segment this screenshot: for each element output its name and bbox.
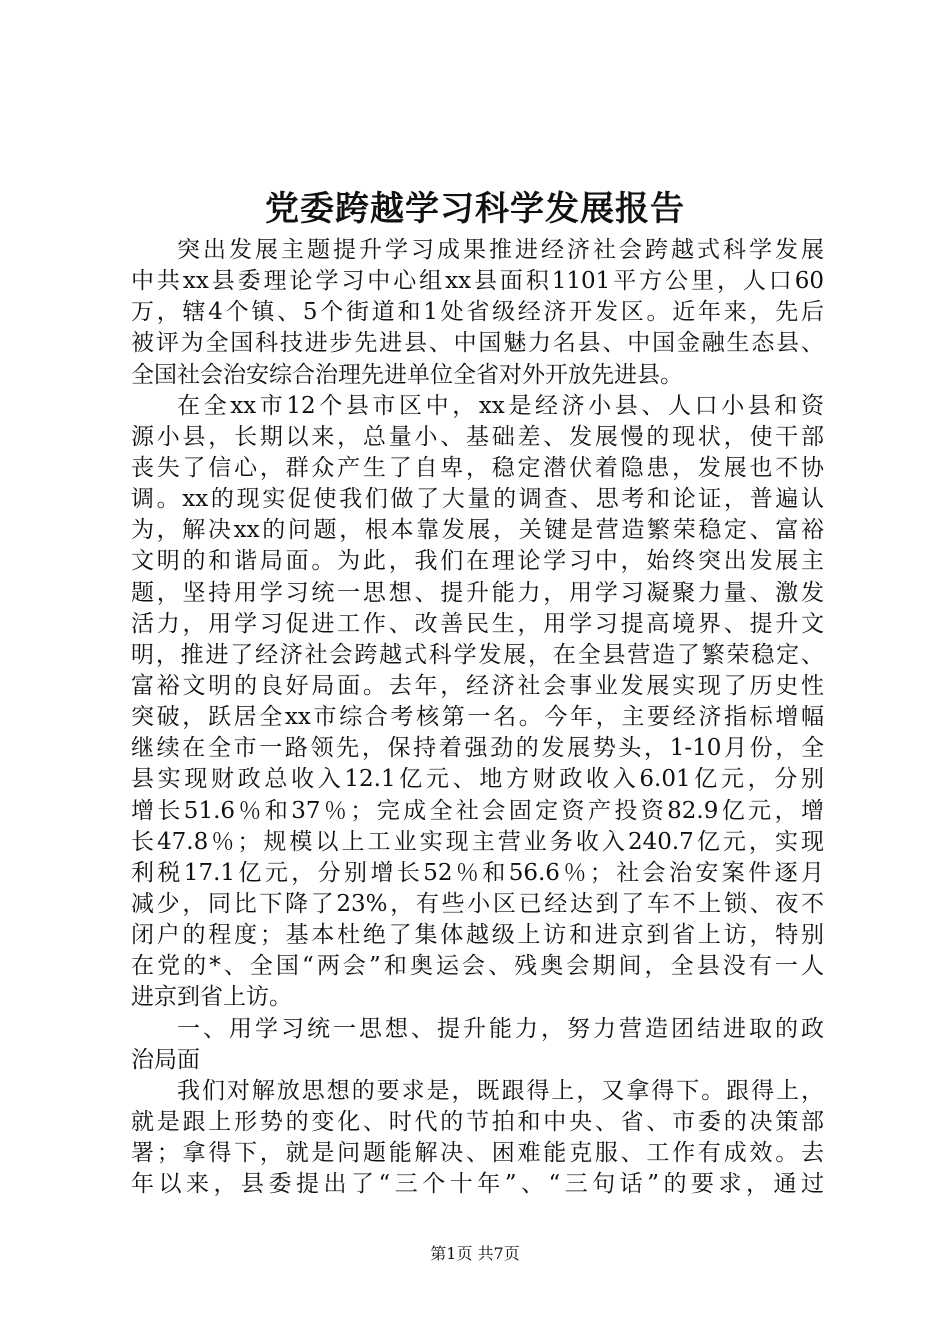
text-line: 全国社会治安综合治理先进单位全省对外开放先进县。 [131, 361, 683, 388]
text-line: 丧失了信心，群众产生了自卑，稳定潜伏着隐患，发展也不协 [131, 454, 824, 481]
text-line: 源小县，长期以来，总量小、基础差、发展慢的现状，使干部 [131, 423, 824, 450]
text-line: 长47.8％；规模以上工业实现主营业务收入240.7亿元，实现 [131, 828, 824, 855]
text-line: 突出发展主题提升学习成果推进经济社会跨越式科学发展 [177, 237, 824, 263]
text-line: 文明的和谐局面。为此，我们在理论学习中，始终突出发展主 [131, 548, 824, 575]
text-line: 闭户的程度；基本杜绝了集体越级上访和进京到省上访，特别 [131, 922, 824, 949]
text-line: 县实现财政总收入12.1亿元、地方财政收入6.01亿元，分别 [131, 766, 824, 793]
text-line: 中共xx县委理论学习中心组xx县面积1101平方公里，人口60 [131, 268, 824, 295]
text-line: 进京到省上访。 [131, 984, 292, 1011]
page-footer: 第1页 共7页 [430, 1244, 520, 1263]
text-line: 在全xx市12个县市区中，xx是经济小县、人口小县和资 [177, 392, 824, 419]
text-line: 为，解决xx的问题，根本靠发展，关键是营造繁荣稳定、富裕 [131, 517, 824, 544]
text-line: 活力，用学习促进工作、改善民生，用学习提高境界、提升文 [131, 610, 824, 637]
text-line: 我们对解放思想的要求是，既跟得上，又拿得下。跟得上， [177, 1077, 824, 1104]
document-title: 党委跨越学习科学发展报告 [265, 189, 685, 229]
text-line: 在党的*、全国“两会”和奥运会、残奥会期间，全县没有一人 [131, 953, 824, 980]
text-line: 被评为全国科技进步先进县、中国魅力名县、中国金融生态县、 [131, 330, 824, 357]
text-line: 突破，跃居全xx市综合考核第一名。今年，主要经济指标增幅 [131, 704, 824, 731]
section-heading-line: 治局面 [131, 1046, 200, 1073]
text-line: 万，辖4个镇、5个街道和1处省级经济开发区。近年来，先后 [131, 299, 824, 326]
text-line: 署；拿得下，就是问题能解决、困难能克服、工作有成效。去 [131, 1140, 824, 1167]
text-line: 增长51.6％和37％；完成全社会固定资产投资82.9亿元，增 [131, 797, 824, 824]
text-line: 年以来，县委提出了“三个十年”、“三句话”的要求，通过 [131, 1171, 824, 1198]
document-body [131, 235, 824, 1200]
text-line: 富裕文明的良好局面。去年，经济社会事业发展实现了历史性 [131, 672, 824, 699]
section-heading-line: 一、用学习统一思想、提升能力，努力营造团结进取的政 [177, 1015, 824, 1042]
text-line: 利税17.1亿元，分别增长52％和56.6％；社会治安案件逐月 [131, 859, 824, 886]
text-line: 减少，同比下降了23%，有些小区已经达到了车不上锁、夜不 [131, 890, 824, 917]
text-line: 明，推进了经济社会跨越式科学发展，在全县营造了繁荣稳定、 [131, 641, 824, 668]
text-line: 继续在全市一路领先，保持着强劲的发展势头，1-10月份，全 [131, 735, 824, 762]
text-line: 调。xx的现实促使我们做了大量的调查、思考和论证，普遍认 [131, 486, 824, 513]
text-line: 就是跟上形势的变化、时代的节拍和中央、省、市委的决策部 [131, 1108, 824, 1135]
text-line: 题，坚持用学习统一思想、提升能力，用学习凝聚力量、激发 [131, 579, 824, 606]
